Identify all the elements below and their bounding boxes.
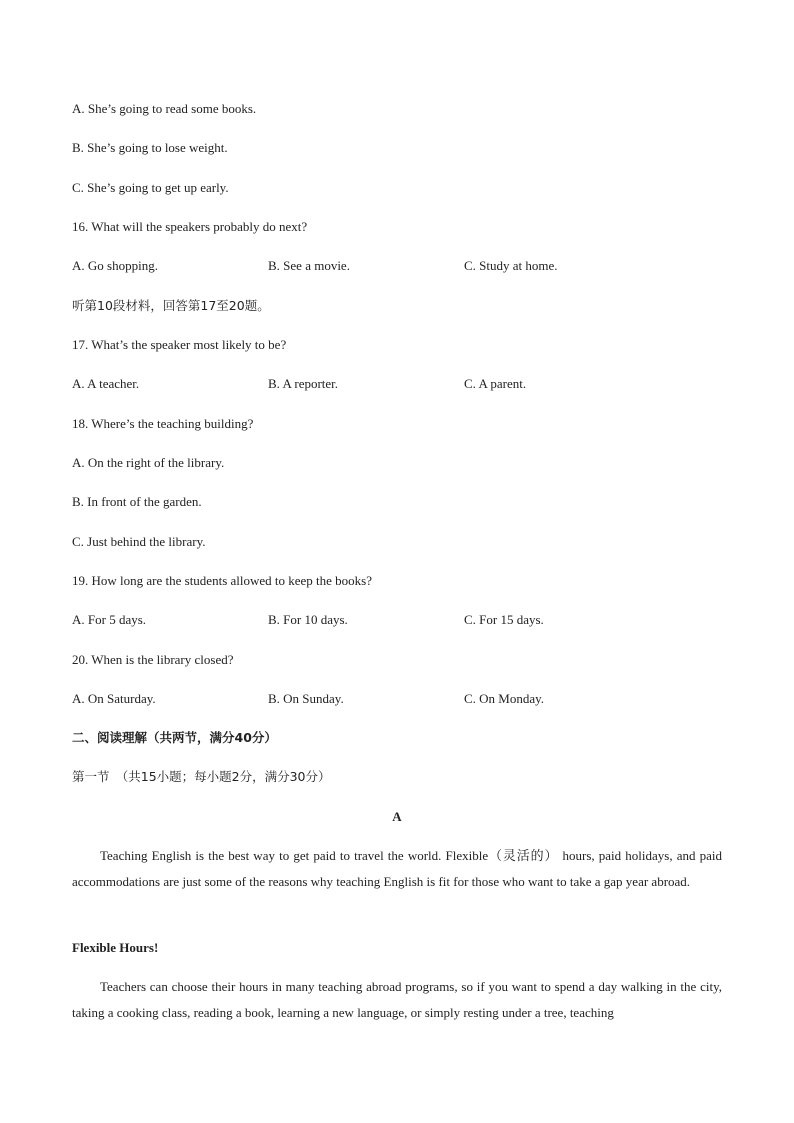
part2-section1-heading: 第一节 （共15小题；每小题2分，满分30分） [72,769,331,784]
passage-a-paragraph-1: Teaching English is the best way to get paid to travel the world. Flexible（灵活的） hours, paid holidays, and paid accommodations are just some of the reasons why teaching English is fit for those who want to take a gap year abroad. [72,848,722,889]
section10-instruction: 听第10段材料，回答第17至20题。 [72,298,270,313]
q18-question: 18. Where’s the teaching building? [72,416,254,431]
q17-question: 17. What’s the speaker most likely to be? [72,337,287,352]
q20-question: 20. When is the library closed? [72,652,234,667]
q16-option-c: C. Study at home. [464,258,558,273]
q19-option-b: B. For 10 days. [268,612,348,627]
part2-heading: 二、阅读理解（共两节，满分40分） [72,730,277,745]
q19-question: 19. How long are the students allowed to keep the books? [72,573,373,588]
q18-option-b: B. In front of the garden. [72,494,202,509]
passage-a-subheading: Flexible Hours! [72,940,159,955]
q20-option-c: C. On Monday. [464,691,545,706]
q20-options [72,691,672,707]
passage-a-paragraph-2: Teachers can choose their hours in many teaching abroad programs, so if you want to spend a day walking in the city, taking a cooking class, reading a book, learning a new language, or simply resting under a tree, teaching [72,979,722,1020]
q20-option-b: B. On Sunday. [268,691,344,706]
q20-option-a: A. On Saturday. [72,691,156,706]
q19-option-c: C. For 15 days. [464,612,544,627]
q17-option-c: C. A parent. [464,376,527,391]
q16-options [72,258,672,274]
q17-option-b: B. A reporter. [268,376,339,391]
q18-option-c: C. Just behind the library. [72,534,206,549]
q15-option-a: A. She’s going to read some books. [72,101,257,116]
q16-option-a: A. Go shopping. [72,258,158,273]
q18-option-a: A. On the right of the library. [72,455,225,470]
q16-option-b: B. See a movie. [268,258,350,273]
q19-options [72,612,672,628]
q15-option-c: C. She’s going to get up early. [72,180,229,195]
passage-a-label: A [392,809,402,824]
q17-options [72,376,672,392]
q16-question: 16. What will the speakers probably do next? [72,219,308,234]
q15-option-b: B. She’s going to lose weight. [72,140,228,155]
q19-option-a: A. For 5 days. [72,612,147,627]
q17-option-a: A. A teacher. [72,376,140,391]
